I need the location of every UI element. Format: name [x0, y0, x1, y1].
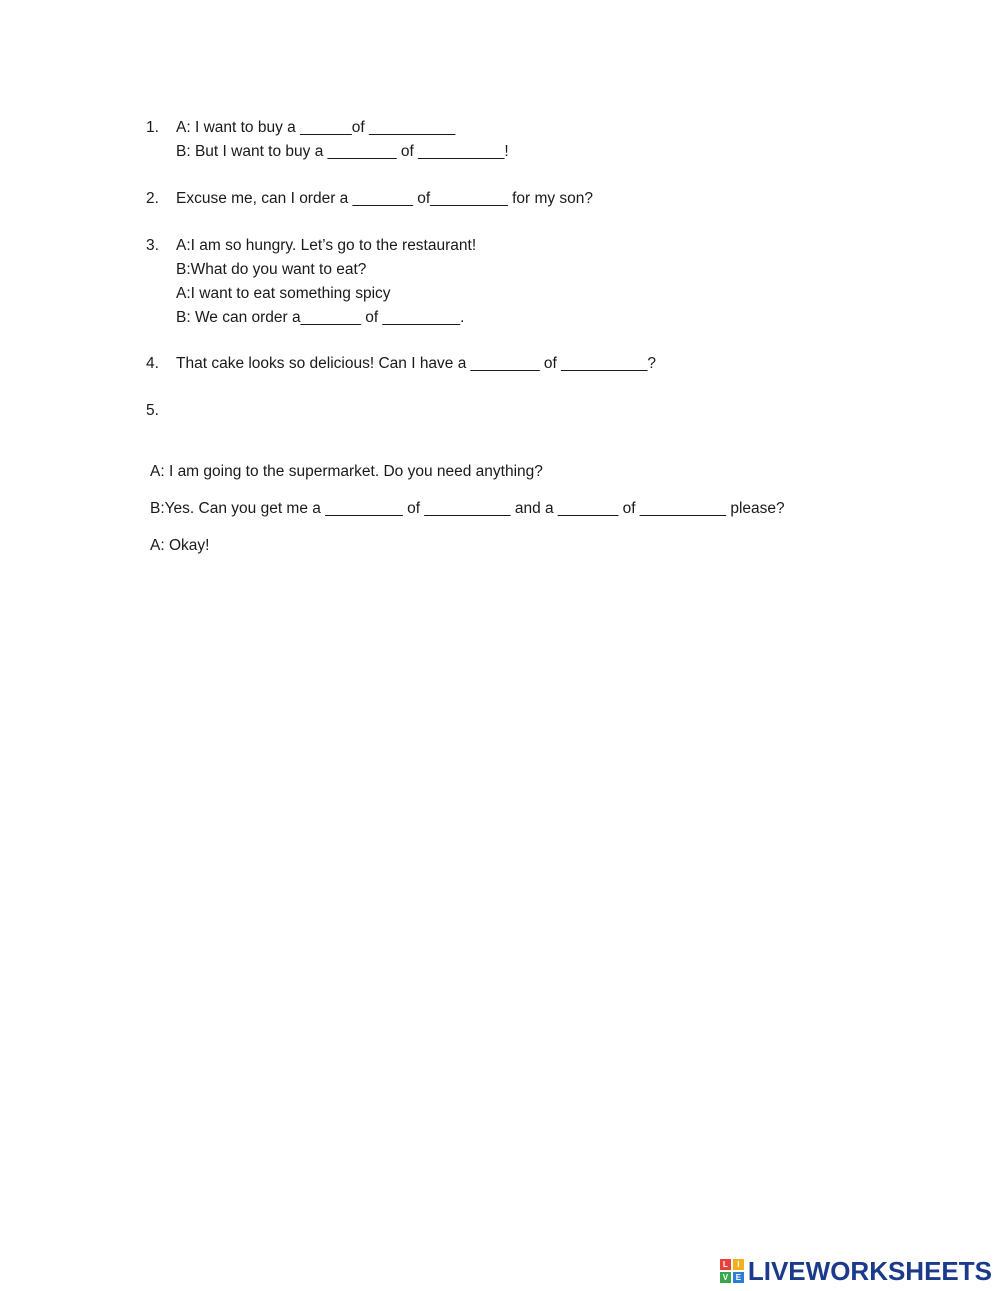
- logo-mark-cell: L: [720, 1259, 731, 1270]
- dialogue-line: A: Okay!: [150, 537, 210, 554]
- logo-text: LIVEWORKSHEETS: [747, 1255, 992, 1286]
- question-line: A: I want to buy a ______of __________: [176, 119, 456, 136]
- dialogue-line: B:Yes. Can you get me a _________ of __________ and a _______ of __________ please?: [150, 500, 785, 517]
- question-line: B: But I want to buy a ________ of __________!: [176, 143, 509, 160]
- question-number: 2.: [146, 190, 159, 207]
- question-line: B:What do you want to eat?: [176, 261, 367, 278]
- question-number: 4.: [146, 355, 159, 372]
- live-icon: [720, 1259, 744, 1283]
- question-line: A:I want to eat something spicy: [176, 285, 391, 302]
- logo-mark-cell: E: [733, 1272, 744, 1283]
- question-line: That cake looks so delicious! Can I have a ________ of __________?: [176, 355, 656, 372]
- question-number: 3.: [146, 237, 159, 254]
- logo-mark-cell: I: [733, 1259, 744, 1270]
- question-number: 5.: [146, 402, 159, 419]
- logo-mark-cell: V: [720, 1272, 731, 1283]
- liveworksheets-logo: [720, 1254, 992, 1288]
- question-line: A:I am so hungry. Let’s go to the restaurant!: [176, 237, 477, 254]
- question-number: 1.: [146, 119, 159, 136]
- dialogue-line: A: I am going to the supermarket. Do you need anything?: [150, 463, 543, 480]
- question-line: Excuse me, can I order a _______ of_________ for my son?: [176, 190, 594, 207]
- question-line: B: We can order a_______ of _________.: [176, 309, 465, 326]
